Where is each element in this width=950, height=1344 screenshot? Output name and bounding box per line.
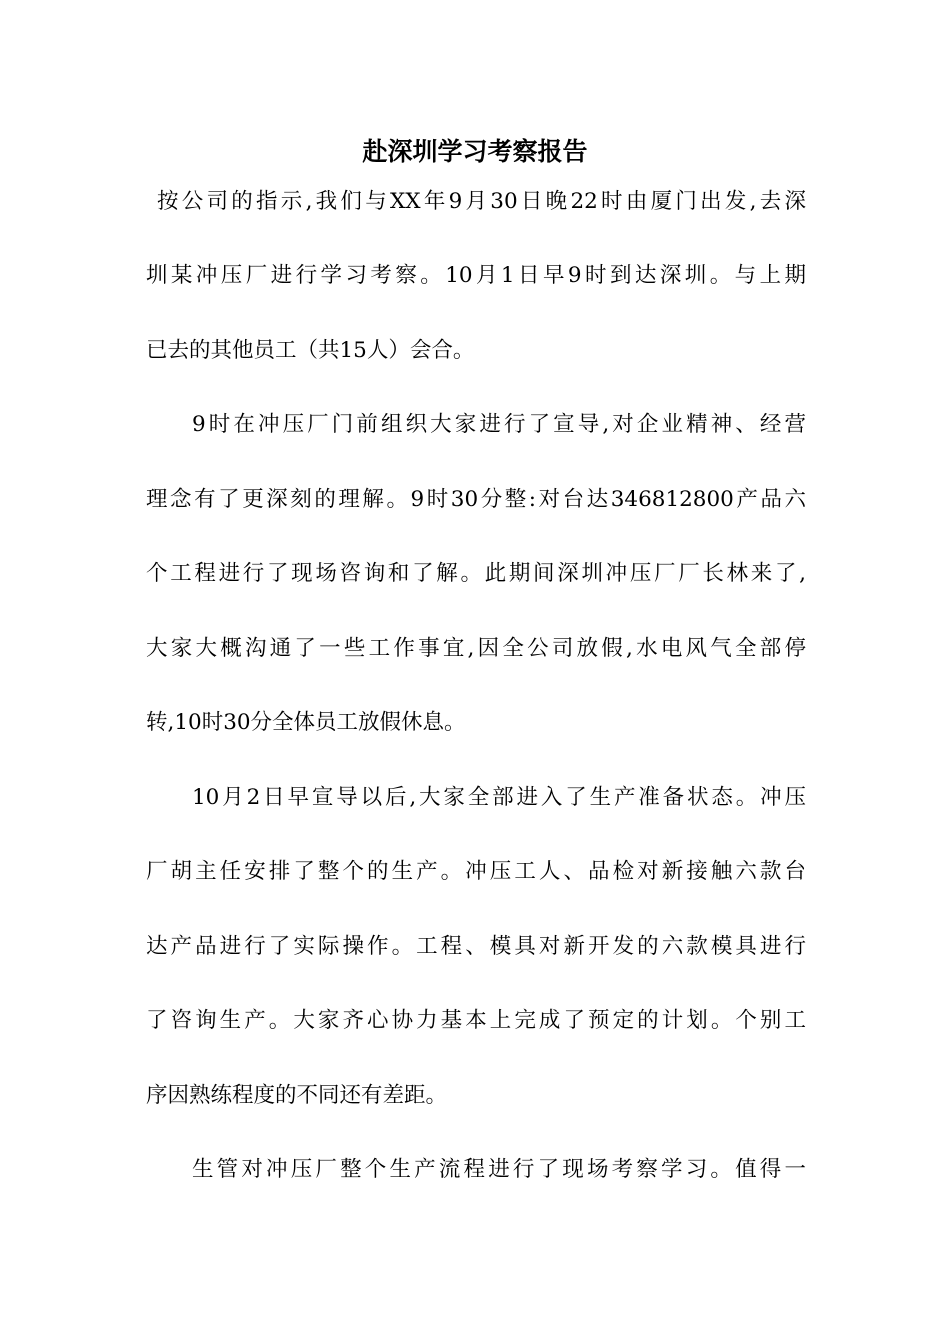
paragraph-1-line-1: 按公司的指示,我们与XX年9月30日晚22时由厦门出发,去深 bbox=[157, 189, 806, 214]
paragraph-1-line-2: 圳某冲压厂进行学习考察。10月1日早9时到达深圳。与上期 bbox=[146, 263, 806, 288]
paragraph-3-line-1: 10月2日早宣导以后,大家全部进入了生产准备状态。冲压 bbox=[192, 785, 806, 810]
paragraph-3-line-4: 了咨询生产。大家齐心协力基本上完成了预定的计划。个别工 bbox=[146, 1008, 806, 1033]
paragraph-2-line-5: 转,10时30分全体员工放假休息。 bbox=[146, 710, 466, 735]
paragraph-3-line-3: 达产品进行了实际操作。工程、模具对新开发的六款模具进行 bbox=[146, 934, 806, 959]
paragraph-2-line-1: 9时在冲压厂门前组织大家进行了宣导,对企业精神、经营 bbox=[192, 412, 806, 437]
document-title: 赴深圳学习考察报告 bbox=[362, 137, 588, 166]
paragraph-1-line-3: 已去的其他员工（共15人）会合。 bbox=[146, 338, 475, 363]
paragraph-3-line-2: 厂胡主任安排了整个的生产。冲压工人、品检对新接触六款台 bbox=[146, 859, 806, 884]
paragraph-2-line-4: 大家大概沟通了一些工作事宜,因全公司放假,水电风气全部停 bbox=[146, 636, 806, 661]
paragraph-3-line-5: 序因熟练程度的不同还有差距。 bbox=[146, 1083, 448, 1108]
paragraph-2-line-3: 个工程进行了现场咨询和了解。此期间深圳冲压厂厂长林来了, bbox=[146, 561, 806, 586]
paragraph-4-line-1: 生管对冲压厂整个生产流程进行了现场考察学习。值得一 bbox=[192, 1157, 806, 1182]
paragraph-2-line-2: 理念有了更深刻的理解。9时30分整:对台达346812800产品六 bbox=[146, 487, 806, 512]
